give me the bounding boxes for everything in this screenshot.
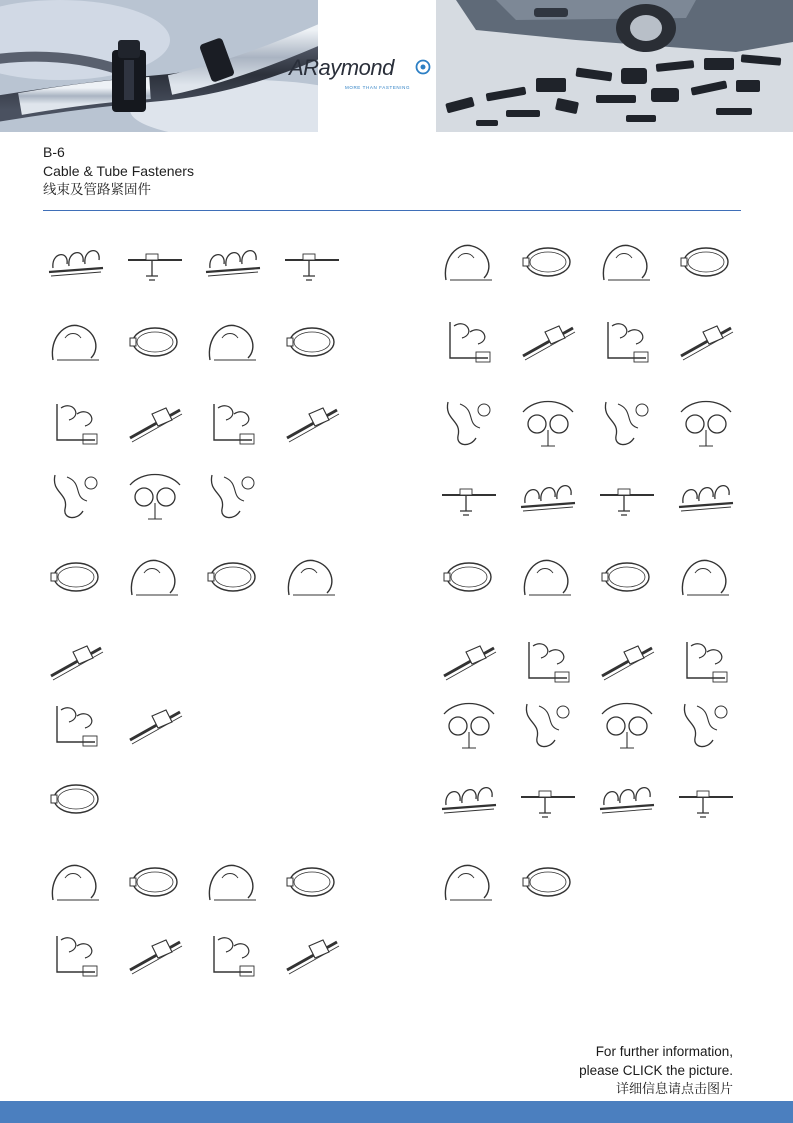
cross-multi-clip-icon [436,228,502,294]
hook-strap-clip-icon [673,765,739,831]
fastener-thumbnail[interactable] [594,228,660,294]
fastener-thumbnail[interactable] [515,390,581,456]
fastener-thumbnail[interactable] [200,390,266,456]
wavy-clip-icon [43,463,109,529]
curved-band-clip-icon [122,692,188,758]
rail-single-clip-icon [43,848,109,914]
fastener-thumbnail[interactable] [515,692,581,758]
fastener-thumbnail[interactable] [43,922,109,988]
tee-push-pin-icon [436,463,502,529]
rail-hook-clip-icon [200,922,266,988]
fastener-thumbnail[interactable] [673,308,739,374]
fastener-thumbnail[interactable] [673,765,739,831]
long-pin-clip-icon [515,692,581,758]
side-clip-icon [200,390,266,456]
fastener-thumbnail[interactable] [436,308,502,374]
rail-oval-clip-icon [122,848,188,914]
logo-circle-mark-icon [415,59,431,75]
double-clip-icon [122,390,188,456]
fastener-thumbnail[interactable] [515,463,581,529]
winged-clip-icon [122,308,188,374]
angled-strap-clip-icon [515,765,581,831]
fastener-thumbnail[interactable] [122,692,188,758]
fastener-thumbnail[interactable] [279,308,345,374]
fastener-thumbnail[interactable] [594,543,660,609]
vertical-clip-icon [122,463,188,529]
rail-large-clip-icon [279,922,345,988]
header-photo-cable-fastener[interactable] [0,0,318,132]
ball-clip-icon [673,543,739,609]
fastener-thumbnail[interactable] [594,308,660,374]
flat-wave-clip-icon [43,628,109,694]
footer-note [579,1042,733,1099]
fastener-thumbnail[interactable] [279,922,345,988]
fastener-thumbnail[interactable] [594,463,660,529]
footer-line-1: For further information, [595,1044,733,1059]
twin-row-clip-icon [515,308,581,374]
wide-push-pin-icon [594,463,660,529]
fastener-thumbnail[interactable] [200,463,266,529]
fastener-thumbnail[interactable] [436,692,502,758]
flag-pin-icon [436,848,502,914]
fastener-thumbnail[interactable] [673,390,739,456]
fastener-thumbnail[interactable] [200,922,266,988]
fastener-thumbnail[interactable] [436,543,502,609]
bar-pin-icon [515,848,581,914]
rail-open-clip-icon [279,848,345,914]
hanging-clip-icon [200,543,266,609]
bracket-clip-icon [279,390,345,456]
tee-pin-clip-icon [436,765,502,831]
spring-clip-icon [43,543,109,609]
araymond-logo[interactable] [289,55,439,95]
fastener-thumbnail[interactable] [515,228,581,294]
footer-bar [0,1101,793,1123]
fastener-thumbnail[interactable] [43,228,109,294]
disc-pin-clip-icon [594,692,660,758]
fastener-thumbnail[interactable] [279,228,345,294]
hook-row-clip-icon [594,308,660,374]
fastener-thumbnail[interactable] [436,228,502,294]
fastener-thumbnail[interactable] [515,848,581,914]
fastener-thumbnail[interactable] [43,390,109,456]
logo-wordmark: ARaymond [289,55,394,80]
double-hinged-clip-icon [673,628,739,694]
fastener-thumbnail[interactable] [122,848,188,914]
angled-row-clip-icon [673,308,739,374]
fastener-thumbnail[interactable] [200,543,266,609]
cable-fastener-photo-art [0,0,318,132]
fastener-thumbnail[interactable] [515,543,581,609]
fir-tree-clip-icon [436,692,502,758]
fan-strip-icon [515,390,581,456]
tower-clip-icon [673,390,739,456]
fastener-thumbnail[interactable] [594,765,660,831]
fastener-thumbnail[interactable] [594,692,660,758]
fastener-thumbnail[interactable] [122,463,188,529]
fastener-thumbnail[interactable] [43,765,109,831]
header-photo-car-parts[interactable] [436,0,793,132]
flat-clip-icon [515,628,581,694]
fastener-thumbnail[interactable] [43,543,109,609]
fastener-thumbnail[interactable] [122,543,188,609]
rail-twin-clip-icon [594,543,660,609]
ribbon-clip-icon [436,628,502,694]
cable-tie-icon [122,922,188,988]
comb-strip-icon [436,390,502,456]
fastener-thumbnail[interactable] [43,628,109,694]
fastener-thumbnail[interactable] [436,848,502,914]
hinged-clip-icon [594,628,660,694]
stacked-clip-icon [43,390,109,456]
fastener-thumbnail[interactable] [43,463,109,529]
fastener-thumbnail[interactable] [200,308,266,374]
triple-open-clip-icon [122,228,188,294]
header-divider [43,210,741,211]
star-clip-icon [515,228,581,294]
chain-clip-icon [200,463,266,529]
footer-line-cn: 详细信息请点击图片 [615,1082,733,1097]
fastener-thumbnail[interactable] [279,848,345,914]
fastener-thumbnail[interactable] [673,463,739,529]
fastener-thumbnail[interactable] [436,390,502,456]
row-clip-icon [673,228,739,294]
hanger-strip-icon [594,390,660,456]
arm-bracket-icon [436,543,502,609]
fastener-thumbnail[interactable] [515,628,581,694]
footer-line-2: please CLICK the picture. [579,1063,733,1078]
flat-multi-clip-icon [594,228,660,294]
section-title-en: Cable & Tube Fasteners [43,163,194,179]
wavy-multi-clip-icon [279,543,345,609]
fastener-thumbnail[interactable] [436,765,502,831]
fastener-thumbnail[interactable] [673,543,739,609]
crossed-strap-clip-icon [594,765,660,831]
fastener-thumbnail[interactable] [594,390,660,456]
fastener-thumbnail[interactable] [673,628,739,694]
fastener-thumbnail[interactable] [673,228,739,294]
tall-bracket-icon [515,543,581,609]
fastener-thumbnail[interactable] [436,628,502,694]
fastener-thumbnail[interactable] [673,692,739,758]
angle-bracket-icon [673,463,739,529]
twist-clip-icon [43,765,109,831]
flat-push-pin-icon [515,463,581,529]
fastener-thumbnail[interactable] [200,848,266,914]
stacked-comb-clip-icon [200,308,266,374]
fastener-thumbnail[interactable] [279,390,345,456]
fastener-thumbnail[interactable] [436,463,502,529]
stud-mount-clip-icon [200,228,266,294]
open-ring-clip-icon [43,692,109,758]
fastener-thumbnail[interactable] [515,765,581,831]
cable-tie-loop-icon [43,308,109,374]
car-parts-photo-art [436,0,793,132]
rail-band-clip-icon [43,922,109,988]
fastener-thumbnail[interactable] [122,922,188,988]
fastener-thumbnail[interactable] [122,308,188,374]
small-pin-clip-icon [673,692,739,758]
page-heading [43,143,194,200]
fastener-thumbnail[interactable] [43,308,109,374]
logo-tagline: MORE THAN FASTENING [345,85,411,90]
rail-stacked-clip-icon [200,848,266,914]
fastener-thumbnail[interactable] [43,848,109,914]
angled-tube-clip-icon [279,308,345,374]
section-title-cn: 线束及管路紧固件 [43,182,151,198]
stacked-row-clip-icon [436,308,502,374]
cross-tube-clip-icon [279,228,345,294]
fastener-thumbnail[interactable] [200,228,266,294]
fastener-thumbnail[interactable] [515,308,581,374]
three-hole-clip-icon [122,543,188,609]
fastener-thumbnail[interactable] [279,543,345,609]
section-code: B-6 [43,144,65,160]
fastener-thumbnail[interactable] [594,628,660,694]
fastener-thumbnail[interactable] [43,692,109,758]
fastener-thumbnail[interactable] [122,390,188,456]
fastener-thumbnail[interactable] [122,228,188,294]
multi-tube-clip-icon [43,228,109,294]
